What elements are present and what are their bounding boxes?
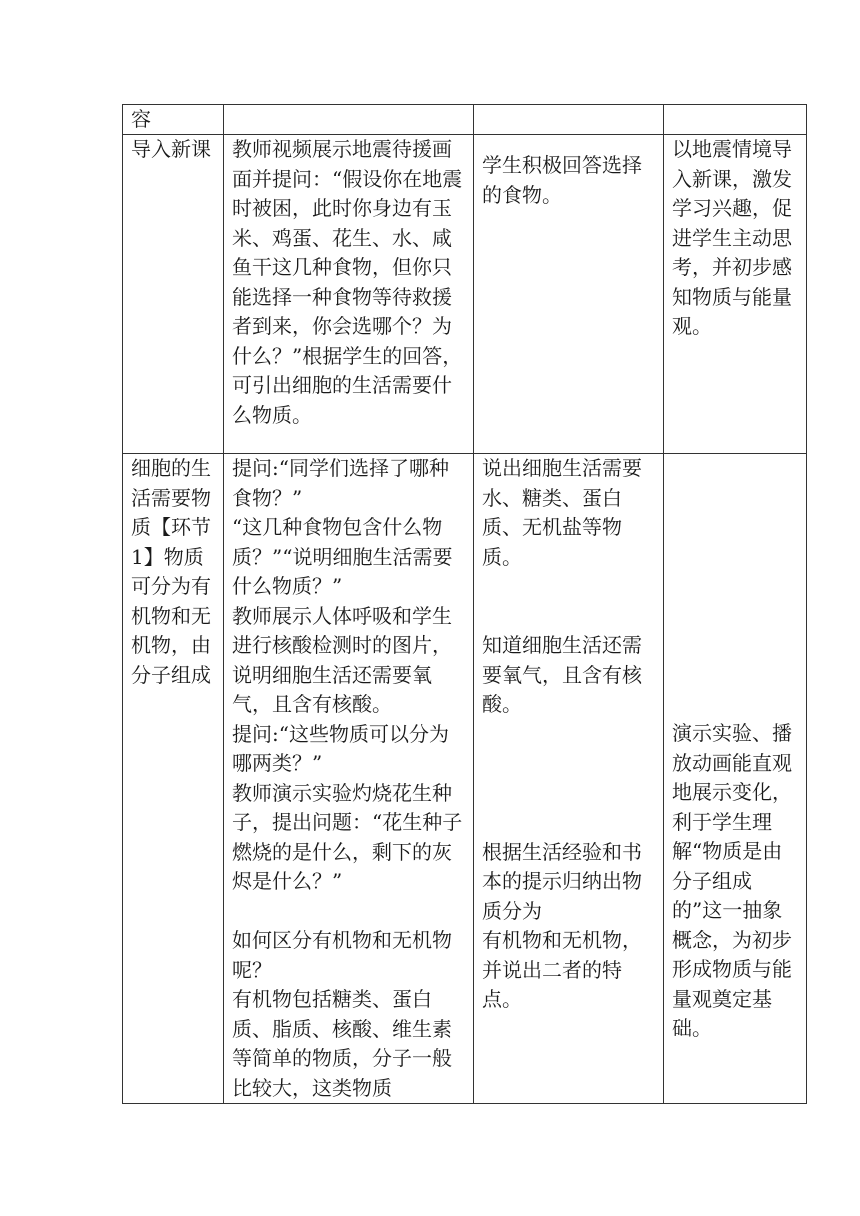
cell-teacher-activity-main <box>224 454 474 1104</box>
lesson-plan-table <box>122 104 807 1104</box>
cell-teacher-activity-intro <box>224 135 474 454</box>
teacher-paragraph-4: 提问:“这些物质可以分为哪两类？” <box>232 721 449 775</box>
paragraph-spacer <box>672 454 798 719</box>
design-intent-text: 以地震情境导入新课，激发学习兴趣，促进学生主动思考，并初步感知物质与能量观。 <box>672 137 792 338</box>
stage-label: 导入新课 <box>131 137 211 161</box>
design-intent-text: 演示实验、播放动画能直观地展示变化，利于学生理解“物质是由分子组成的”这一抽象概念，为初步形成物质与能量观奠定基础。 <box>672 721 792 1040</box>
teacher-paragraph-6: 如何区分有机物和无机物呢？ <box>232 928 452 982</box>
table-row-cell-needs-matter <box>123 454 807 1104</box>
teacher-paragraph-5: 教师演示实验灼烧花生种子，提出问题：“花生种子燃烧的是什么，剩下的灰烬是什么？” <box>232 780 463 893</box>
teacher-paragraph-7: 有机物包括糖类、蛋白质、脂质、核酸、维生素等简单的物质，分子一般比较大，这类物质 <box>232 987 452 1100</box>
cell-student-activity-intro <box>474 135 664 454</box>
cell-empty <box>474 105 664 135</box>
stage-label: 细胞的生活需要物质【环节1】物质可分为有机物和无机物，由分子组成 <box>131 456 211 687</box>
cell-design-intent-main <box>664 454 807 1104</box>
paragraph-spacer <box>482 720 655 838</box>
teacher-paragraph-3: 教师展示人体呼吸和学生进行核酸检测时的图片，说明细胞生活还需要氧气，且含有核酸。 <box>232 603 452 716</box>
teacher-activity-text: 教师视频展示地震待援画面并提问：“假设你在地震时被困，此时你身边有玉米、鸡蛋、花生、水、咸鱼干这几种食物，但你只能选择一种食物等待救援者到来，你会选哪个？为什么？”根据学生的回答，可引出细胞的生活需要什么物质。 <box>232 137 463 427</box>
cell-empty <box>224 105 474 135</box>
student-activity-text: 学生积极回答选择的食物。 <box>482 153 642 207</box>
cell-stage-intro <box>123 135 224 454</box>
student-paragraph-3: 根据生活经验和书本的提示归纳出物质分为 <box>482 839 642 923</box>
teacher-paragraph-2: “这几种食物包含什么物质？”“说明细胞生活需要什么物质？” <box>232 515 453 598</box>
cell-student-activity-main <box>474 454 664 1104</box>
paragraph-spacer <box>482 572 655 631</box>
teacher-paragraph-1: 提问:“同学们选择了哪种食物？” <box>232 456 449 510</box>
student-paragraph-1: 说出细胞生活需要水、糖类、蛋白质、无机盐等物质。 <box>482 456 642 569</box>
paragraph-spacer <box>232 897 465 927</box>
table-row-header-continuation <box>123 105 807 135</box>
cell-empty <box>664 105 807 135</box>
student-paragraph-4: 有机物和无机物，并说出二者的特点。 <box>482 928 642 1011</box>
cell-stage-main <box>123 454 224 1104</box>
cell-design-intent-intro <box>664 135 807 454</box>
cell-stage-continued: 容 <box>123 105 224 135</box>
student-paragraph-2: 知道细胞生活还需要氧气，且含有核酸。 <box>482 633 642 716</box>
table-row-intro <box>123 135 807 454</box>
